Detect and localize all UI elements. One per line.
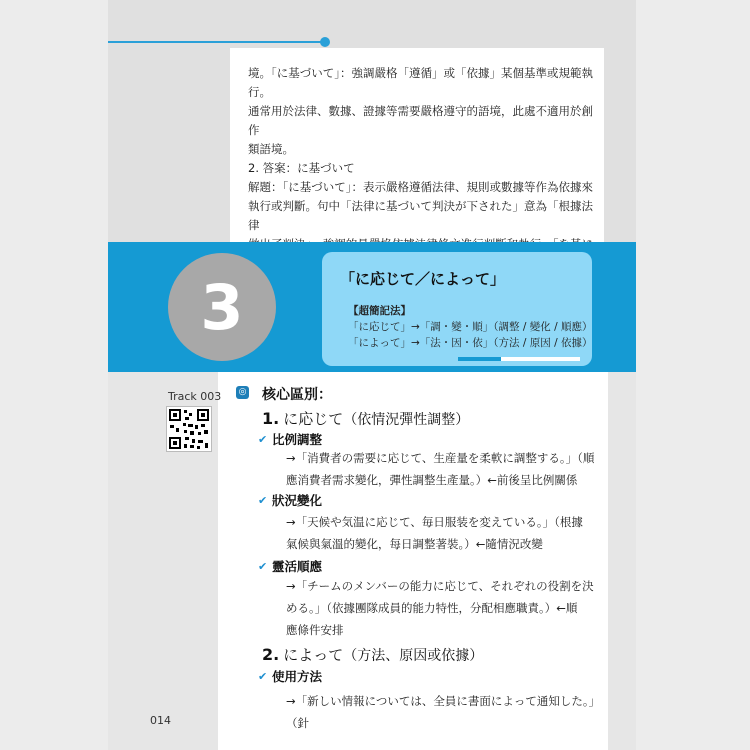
accent-dot (320, 37, 330, 47)
answer-line: 解題：「に基づいて」：表示嚴格遵循法律、規則或數據等作為依據來 (248, 180, 593, 194)
item-line: →「新しい情報については、全員に書面によって通知した。」（針 (286, 694, 601, 730)
accent-line (108, 41, 326, 43)
page-number: 014 (150, 714, 171, 727)
track-label: Track 003 (168, 390, 222, 403)
point-2-paren: （方法、原因或依據） (343, 648, 484, 664)
check-icon: ✔ (258, 560, 268, 573)
section-number-badge (168, 253, 276, 361)
section-progress-fill (458, 357, 501, 361)
item-line: 應條件安排 (286, 623, 344, 637)
qr-code-icon (167, 407, 211, 451)
point-2-heading (262, 644, 483, 665)
check-icon: ✔ (258, 494, 268, 507)
check-icon: ✔ (258, 670, 268, 683)
answer-line: 執行或判斷。句中「法律に基づいて判決が下された」意為「根據法律 (248, 199, 593, 232)
item-body (286, 447, 606, 491)
page-margin-left (0, 0, 108, 750)
item-line: →「チームのメンバーの能力に応じて、それぞれの役割を決 (286, 579, 594, 593)
item-heading: 狀況變化 (272, 493, 323, 508)
item-body (286, 511, 606, 555)
target-icon: ◎ (236, 386, 249, 399)
check-icon: ✔ (258, 433, 268, 446)
item-heading: 使用方法 (272, 669, 323, 684)
quick-memory-heading: 【超簡記法】 (348, 305, 411, 317)
quick-memory-line: 「によって」→「法・因・依」（方法 / 原因 / 依據） (348, 337, 593, 349)
point-1-heading (262, 408, 469, 429)
item-line: →「消費者の需要に応じて、生産量を柔軟に調整する。」（順 (286, 451, 595, 465)
item-body (286, 575, 606, 641)
point-1-number: 1. (262, 409, 280, 428)
section-number: 3 (200, 270, 244, 344)
answer-line: 境。「に基づいて」：強調嚴格「遵循」或「依據」某個基準或規範執行。 (248, 66, 593, 99)
quick-memory-box (348, 303, 592, 351)
item-heading: 比例調整 (272, 432, 323, 447)
answer-line: 2. 答案：に基づいて (248, 161, 355, 175)
item-heading: 靈活順應 (272, 559, 323, 574)
core-difference-title: 核心區別： (262, 387, 332, 403)
point-2-title: によって (283, 646, 344, 664)
point-2-number: 2. (262, 645, 280, 664)
qr-code[interactable] (166, 406, 212, 452)
item-line: 氣候與氣溫的變化，每日調整著裝。）←隨情況改變 (286, 537, 543, 551)
section-title: 「に応じて／によって」 (340, 270, 506, 288)
point-1-paren: （依情況彈性調整） (343, 412, 470, 428)
point-1-title: に応じて (283, 410, 344, 428)
answer-line: 類語境。 (248, 142, 294, 156)
answer-line: 通常用於法律、數據、證據等需要嚴格遵守的語境，此處不適用於創作 (248, 104, 593, 137)
item-body (286, 690, 606, 734)
quick-memory-line: 「に応じて」→「調・變・順」（調整 / 變化 / 順應） (348, 321, 593, 333)
page-margin-right (636, 0, 750, 750)
item-line: 應消費者需求變化，彈性調整生產量。）←前後呈比例關係 (286, 473, 578, 487)
item-line: める。」（依據團隊成員的能力特性，分配相應職責。）←順 (286, 601, 578, 615)
item-line: →「天候や気温に応じて、毎日服装を変えている。」（根據 (286, 515, 583, 529)
